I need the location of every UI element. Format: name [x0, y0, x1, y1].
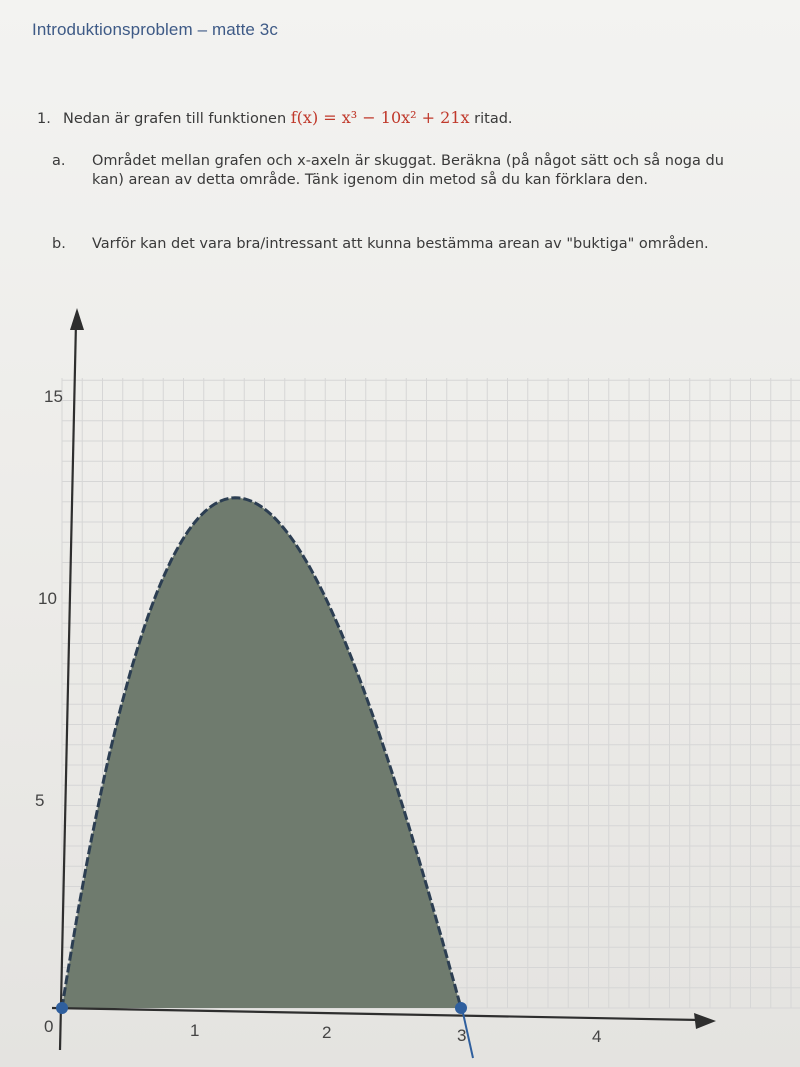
x-tick-label: 2 [322, 1023, 332, 1042]
x-tick-labels [44, 1017, 601, 1046]
x-axis [52, 1008, 700, 1020]
y-axis-arrow [70, 308, 84, 330]
subquestion-b-label: b. [52, 236, 66, 252]
x-tick-label: 1 [190, 1021, 200, 1040]
question-number: 1. [37, 111, 51, 127]
question-text-end: ritad. [474, 111, 513, 127]
subquestion-a-text: Området mellan grafen och x-axeln är skuggat. Beräkna (på något sätt och så noga du kan) arean av detta område. Tänk igenom din metod så du kan förklara den. [92, 153, 724, 188]
y-tick-label: 10 [38, 589, 57, 608]
header-title: Introduktionsproblem – matte 3c [32, 20, 278, 39]
y-tick-label: 15 [44, 387, 63, 406]
y-tick-labels [35, 387, 63, 810]
y-tick-label: 5 [35, 791, 45, 810]
question-text: Nedan är grafen till funktionen [63, 111, 287, 127]
subquestion-b-text: Varför kan det vara bra/intressant att kunna bestämma arean av "buktiga" områden. [92, 236, 709, 252]
root-point [56, 1002, 68, 1014]
x-tick-label: 3 [457, 1026, 467, 1045]
root-point [455, 1002, 467, 1014]
subquestion-a-label: a. [52, 153, 66, 169]
x-axis-arrow [694, 1013, 716, 1029]
function-formula: f(x) = x³ − 10x² + 21x [290, 108, 470, 127]
root-points [56, 1002, 473, 1058]
x-tick-label: 4 [592, 1027, 602, 1046]
x-tick-label: 0 [44, 1017, 54, 1036]
shaded-area [62, 498, 461, 1008]
